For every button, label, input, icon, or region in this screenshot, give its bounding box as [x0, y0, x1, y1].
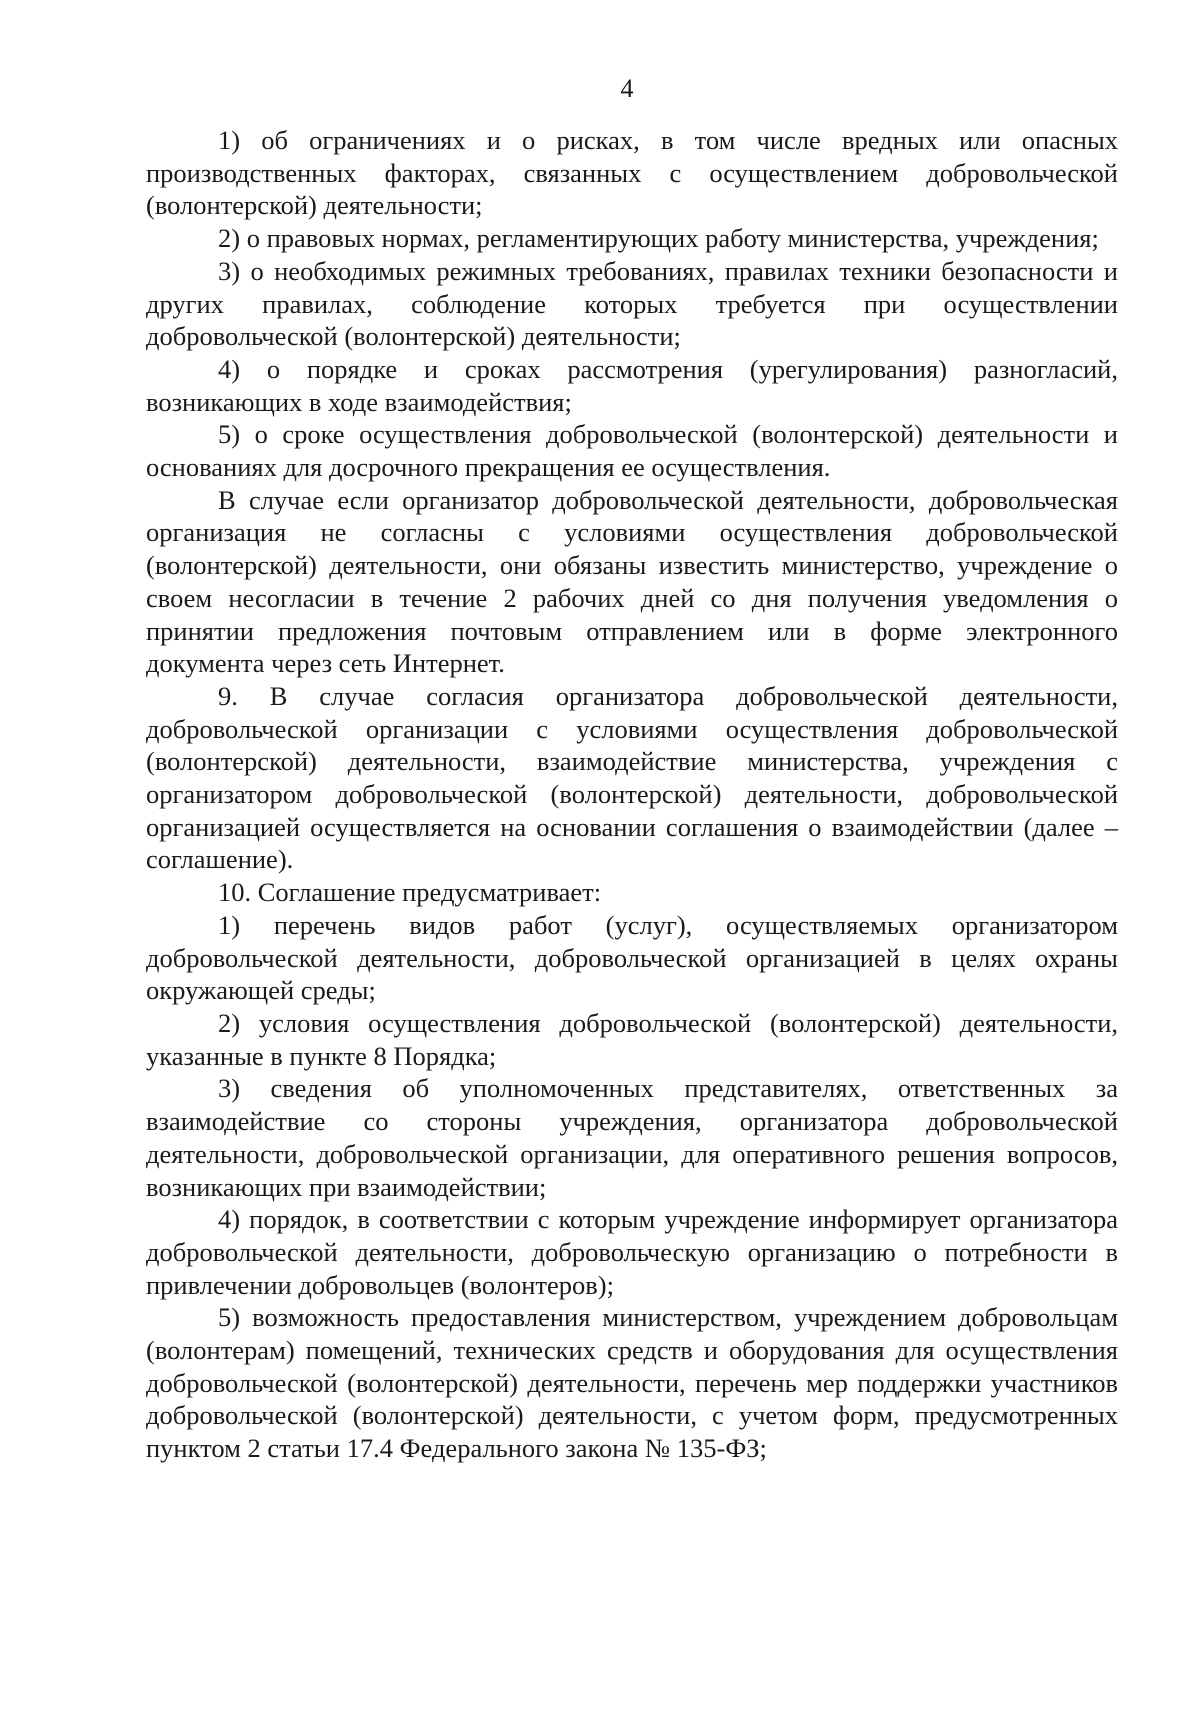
paragraph-item-3-safety-rules: 3) о необходимых режимных требованиях, правилах техники безопасности и других правилах, соблюдение которых требуется при осуществлении добровольческой (волонтерской) деятельности;	[146, 255, 1118, 352]
paragraph-agreement-item-1: 1) перечень видов работ (услуг), осуществляемых организатором добровольческой деятельности, добровольческой организацией в целях охраны окружающей среды;	[146, 909, 1118, 1006]
paragraph-section-9: 9. В случае согласия организатора добровольческой деятельности, добровольческой организации с условиями осуществления добровольческой (волонтерской) деятельности, взаимодействие министерства, учреждения с организатором добровольческой (волонтерской) деятельности, добровольческой организацией осуществляется на основании соглашения о взаимодействии (далее – соглашение).	[146, 680, 1118, 875]
paragraph-item-1-risks: 1) об ограничениях и о рисках, в том числе вредных или опасных производственных факторах, связанных с осуществлением добровольческой (волонтерской) деятельности;	[146, 125, 1118, 221]
paragraph-agreement-item-3: 3) сведения об уполномоченных представителях, ответственных за взаимодействие со стороны учреждения, организатора добровольческой деятельности, добровольческой организации, для оперативного решения вопросов, возникающих при взаимодействии;	[146, 1073, 1118, 1202]
page-number: 4	[620, 74, 634, 103]
paragraph-agreement-item-4: 4) порядок, в соответствии с которым учреждение информирует организатора добровольческой деятельности, добровольческую организацию о потребности в привлечении добровольцев (волонтеров);	[146, 1204, 1118, 1300]
paragraph-agreement-item-2: 2) условия осуществления добровольческой (волонтерской) деятельности, указанные в пункте 8 Порядка;	[146, 1007, 1118, 1071]
paragraph-disagreement: В случае если организатор добровольческой деятельности, добровольческая организация не согласны с условиями осуществления добровольческой (волонтерской) деятельности, они обязаны известить министерство, учреждение о своем несогласии в течение 2 рабочих дней со дня получения уведомления о принятии предложения почтовым отправлением или в форме электронного документа через сеть Интернет.	[146, 484, 1118, 679]
document-body	[146, 124, 1118, 1465]
paragraph-agreement-item-5: 5) возможность предоставления министерством, учреждением добровольцам (волонтерам) помещений, технических средств и оборудования для осуществления добровольческой (волонтерской) деятельности, перечень мер поддержки участников добровольческой (волонтерской) деятельности, с учетом форм, предусмотренных пунктом 2 статьи 17.4 Федерального закона № 135-ФЗ;	[146, 1302, 1118, 1464]
paragraph-item-4-disputes: 4) о порядке и сроках рассмотрения (урегулирования) разногласий, возникающих в ходе взаимодействия;	[146, 353, 1118, 417]
paragraph-section-10-heading: 10. Соглашение предусматривает:	[218, 877, 602, 908]
paragraph-item-5-term: 5) о сроке осуществления добровольческой (волонтерской) деятельности и основаниях для досрочного прекращения ее осуществления.	[146, 419, 1118, 483]
paragraph-item-2-legal-norms: 2) о правовых нормах, регламентирующих работу министерства, учреждения;	[218, 223, 1099, 254]
